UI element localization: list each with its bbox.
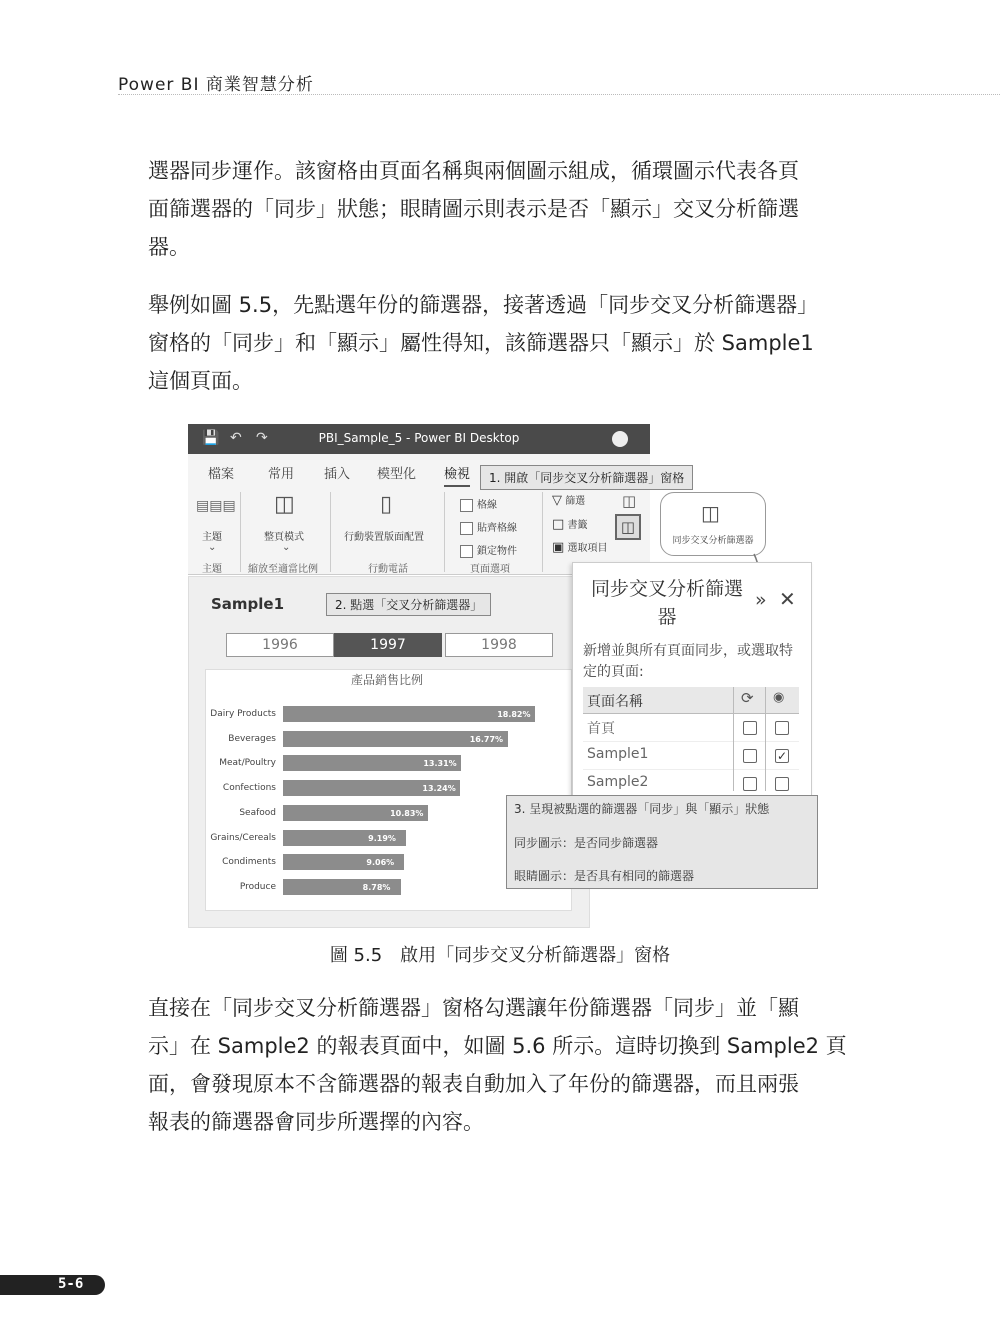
performance-icon[interactable]: ◫ bbox=[622, 492, 637, 510]
filters-pane-toggle[interactable] bbox=[552, 492, 585, 508]
page-number: 5-6 bbox=[58, 1276, 84, 1292]
menu-file[interactable]: 檔案 bbox=[208, 467, 235, 482]
save-icon[interactable]: 💾 bbox=[202, 430, 220, 446]
header-rule bbox=[118, 94, 1000, 95]
eye-icon: ◉ bbox=[773, 690, 785, 705]
bookmarks-pane-toggle[interactable] bbox=[552, 516, 587, 532]
slicer-year-1996[interactable]: 1996 bbox=[226, 633, 334, 657]
menu-insert[interactable]: 插入 bbox=[324, 467, 351, 482]
category-label: Confections bbox=[222, 783, 276, 794]
category-label: Beverages bbox=[228, 733, 276, 744]
group-theme: 主題 bbox=[202, 564, 222, 575]
callout-3-line2: 眼睛圖示：是否具有相同的篩選器 bbox=[514, 869, 695, 883]
chevron-down-icon[interactable]: ⌄ bbox=[208, 542, 217, 553]
checkbox[interactable] bbox=[460, 499, 473, 512]
group-mobile: 行動電話 bbox=[368, 564, 408, 575]
category-label: Seafood bbox=[239, 807, 276, 818]
collapse-icon[interactable]: » bbox=[755, 589, 767, 611]
filters-label: 篩選 bbox=[565, 496, 586, 507]
account-icon[interactable] bbox=[612, 431, 628, 447]
category-label: Condiments bbox=[222, 857, 276, 868]
chart-title: 產品銷售比例 bbox=[350, 673, 423, 687]
group-page: 頁面選項 bbox=[470, 564, 510, 575]
snap-grid-label: 貼齊格線 bbox=[477, 523, 517, 534]
bookmarks-label: 書籤 bbox=[567, 520, 588, 531]
gridlines-label: 格線 bbox=[477, 500, 497, 511]
ribbon-divider bbox=[542, 492, 543, 572]
pages-table bbox=[583, 687, 799, 798]
snap-grid-option[interactable] bbox=[460, 519, 517, 535]
lock-objects-label: 鎖定物件 bbox=[477, 546, 517, 557]
data-label: 9.06% bbox=[366, 858, 395, 868]
col-page-name: 頁面名稱 bbox=[587, 694, 643, 710]
text-line: 舉例如圖 5.5，先點選年份的篩選器，接著透過「同步交叉分析篩選器」 bbox=[148, 293, 819, 317]
lock-objects-option[interactable] bbox=[460, 542, 517, 558]
bookmark-icon: □ bbox=[552, 517, 565, 532]
window-title: PBI_Sample_5 - Power BI Desktop bbox=[318, 431, 520, 445]
selection-pane-toggle[interactable] bbox=[552, 539, 607, 555]
callout-3-line1: 同步圖示：是否同步篩選器 bbox=[514, 836, 659, 850]
callout-step-3 bbox=[506, 795, 818, 889]
table-row bbox=[583, 770, 799, 798]
sync-slicers-pane bbox=[572, 562, 812, 804]
visible-checkbox-checked[interactable]: ✓ bbox=[776, 749, 788, 763]
row-page-name: 首頁 bbox=[587, 721, 615, 737]
visible-checkbox[interactable] bbox=[775, 721, 789, 735]
selection-icon: ▣ bbox=[552, 540, 565, 555]
sync-slicers-icon: ◫ bbox=[701, 501, 720, 525]
ribbon-divider bbox=[444, 492, 445, 572]
page-view-icon[interactable]: ◫ bbox=[274, 492, 295, 517]
menu-home[interactable]: 常用 bbox=[268, 467, 295, 482]
callout-step-2: 2. 點選「交叉分析篩選器」 bbox=[326, 593, 491, 616]
mobile-layout-label[interactable]: 行動裝置版面配置 bbox=[344, 532, 424, 543]
text-line: 器。 bbox=[148, 235, 190, 259]
sync-icon: ⟳ bbox=[741, 689, 754, 707]
category-label: Grains/Cereals bbox=[210, 832, 276, 843]
checkbox[interactable] bbox=[460, 545, 473, 558]
redo-icon[interactable]: ↷ bbox=[256, 430, 268, 446]
category-label: Produce bbox=[239, 881, 276, 892]
sync-checkbox[interactable] bbox=[743, 749, 757, 763]
window-titlebar bbox=[188, 424, 650, 454]
selection-label: 選取項目 bbox=[567, 543, 608, 554]
mobile-icon[interactable]: ▯ bbox=[380, 492, 393, 517]
paragraph-3 bbox=[148, 989, 862, 1141]
slicer-year-1997[interactable]: 1997 bbox=[334, 633, 442, 657]
data-label: 10.83% bbox=[390, 808, 424, 818]
data-label: 13.31% bbox=[423, 759, 457, 769]
category-label: Dairy Products bbox=[210, 709, 276, 719]
theme-label[interactable]: 主題 bbox=[202, 532, 222, 543]
callout-step-1: 1. 開啟「同步交叉分析篩選器」窗格 bbox=[480, 465, 693, 490]
chevron-down-icon[interactable]: ⌄ bbox=[282, 542, 291, 553]
table-row bbox=[583, 742, 799, 770]
row-page-name: Sample2 bbox=[587, 774, 649, 790]
sync-slicers-zoom-label: 同步交叉分析篩選器 bbox=[672, 536, 754, 546]
page-view-label[interactable]: 整頁模式 bbox=[264, 532, 304, 543]
text-line: 面，會發現原本不含篩選器的報表自動加入了年份的篩選器，而且兩張 bbox=[148, 1072, 799, 1096]
page-number-tab bbox=[0, 1275, 105, 1295]
pane-title: 同步交叉分析篩選器 bbox=[590, 578, 743, 628]
text-line: 窗格的「同步」和「顯示」屬性得知，該篩選器只「顯示」於 Sample1 bbox=[148, 331, 814, 355]
filter-icon: ▽ bbox=[552, 493, 562, 508]
ribbon-divider bbox=[240, 492, 241, 572]
text-line: 選器同步運作。該窗格由頁面名稱與兩個圖示組成，循環圖示代表各頁 bbox=[148, 159, 799, 183]
checkbox[interactable] bbox=[460, 522, 473, 535]
ribbon-divider bbox=[330, 492, 331, 572]
text-line: 報表的篩選器會同步所選擇的內容。 bbox=[148, 1110, 484, 1134]
running-header: Power BI 商業智慧分析 bbox=[118, 75, 314, 95]
sync-slicers-zoom bbox=[660, 492, 766, 556]
text-line: 直接在「同步交叉分析篩選器」窗格勾選讓年份篩選器「同步」並「顯 bbox=[148, 996, 799, 1020]
close-icon[interactable]: ✕ bbox=[779, 587, 796, 611]
gridlines-option[interactable] bbox=[460, 496, 497, 512]
pane-description: 新增並與所有頁面同步，或選取特定的頁面: bbox=[583, 643, 793, 680]
figure-caption: 圖 5.5 啟用「同步交叉分析篩選器」窗格 bbox=[329, 945, 671, 966]
text-line: 這個頁面。 bbox=[148, 369, 253, 393]
data-label: 16.77% bbox=[469, 734, 504, 744]
theme-gallery-icon[interactable]: ▤▤▤ bbox=[196, 498, 236, 514]
paragraph-2 bbox=[148, 286, 862, 400]
table-header bbox=[583, 687, 799, 714]
menu-view[interactable]: 檢視 bbox=[444, 463, 470, 487]
slicer-year-1998[interactable]: 1998 bbox=[445, 633, 553, 657]
visible-checkbox[interactable] bbox=[775, 777, 789, 791]
category-label: Meat/Poultry bbox=[219, 758, 276, 769]
sync-checkbox[interactable] bbox=[743, 721, 757, 735]
table-row bbox=[583, 714, 799, 742]
paragraph-1 bbox=[148, 152, 862, 266]
column-divider bbox=[733, 687, 734, 791]
data-label: 9.19% bbox=[368, 833, 396, 843]
group-scale: 縮放至適當比例 bbox=[248, 564, 318, 575]
column-divider bbox=[765, 687, 766, 791]
data-label: 13.24% bbox=[422, 784, 456, 794]
data-label: 18.82% bbox=[497, 710, 531, 719]
sync-slicers-button[interactable]: ◫ bbox=[615, 514, 641, 540]
page-name: Sample1 bbox=[211, 595, 285, 613]
text-line: 示」在 Sample2 的報表頁面中，如圖 5.6 所示。這時切換到 Sample2 頁 bbox=[148, 1034, 847, 1058]
callout-3-title: 3. 呈現被點選的篩選器「同步」與「顯示」狀態 bbox=[514, 802, 770, 816]
row-page-name: Sample1 bbox=[587, 746, 649, 762]
text-line: 面篩選器的「同步」狀態；眼睛圖示則表示是否「顯示」交叉分析篩選 bbox=[148, 197, 799, 221]
menu-modeling[interactable]: 模型化 bbox=[377, 467, 417, 482]
sync-checkbox[interactable] bbox=[743, 777, 757, 791]
undo-icon[interactable]: ↶ bbox=[230, 430, 242, 446]
data-label: 8.78% bbox=[362, 882, 391, 892]
